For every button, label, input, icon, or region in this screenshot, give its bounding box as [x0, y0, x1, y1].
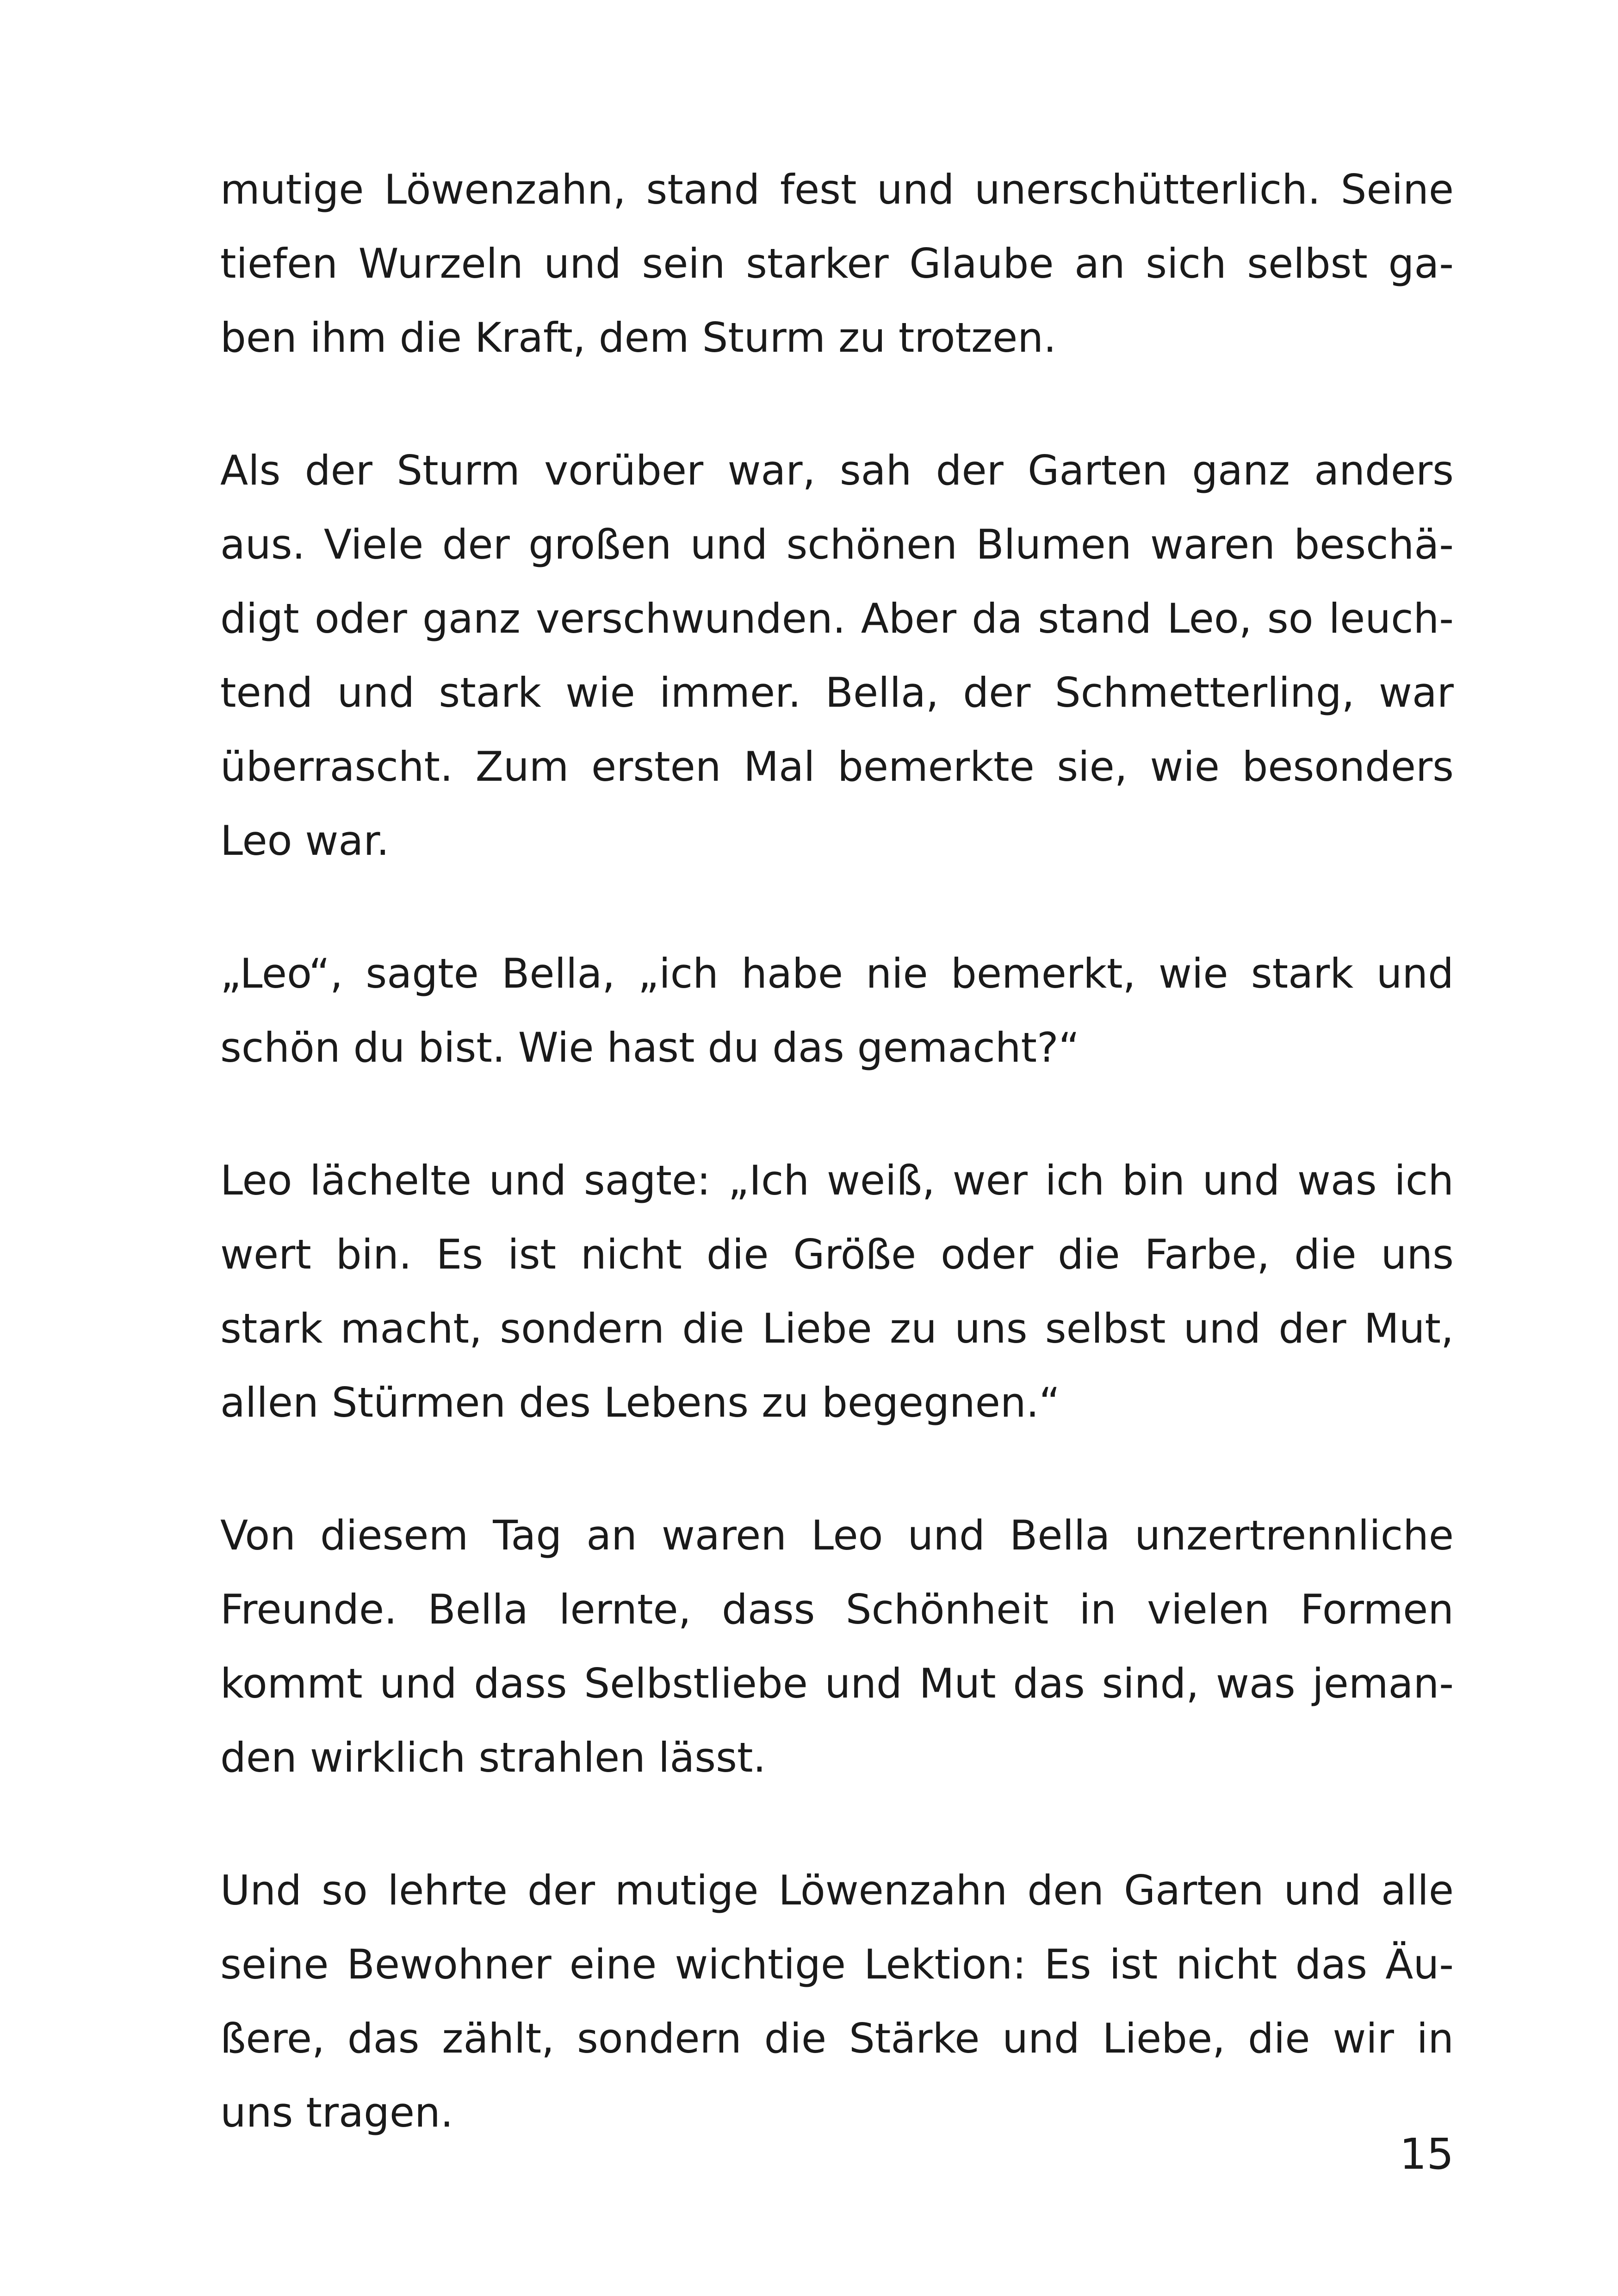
- text-line: Leo lächelte und sagte: „Ich weiß, wer ich bin und was ich: [220, 1157, 1454, 1204]
- text-line: „Leo“, sagte Bella, „ich habe nie bemerkt, wie stark und: [220, 950, 1454, 997]
- text-line: tend und stark wie immer. Bella, der Schmetterling, war: [220, 669, 1454, 716]
- text-line: mutige Löwenzahn, stand fest und unerschütterlich. Seine: [220, 166, 1454, 213]
- text-line: ßere, das zählt, sondern die Stärke und Liebe, die wir in: [220, 2015, 1454, 2062]
- story-text: [220, 153, 1454, 2150]
- text-line: Als der Sturm vorüber war, sah der Garten ganz anders: [220, 447, 1454, 494]
- paragraph-3: [220, 937, 1454, 1085]
- text-line: stark macht, sondern die Liebe zu uns selbst und der Mut,: [220, 1305, 1454, 1352]
- text-line: Freunde. Bella lernte, dass Schönheit in vielen Formen: [220, 1586, 1454, 1633]
- text-line: aus. Viele der großen und schönen Blumen waren beschä-: [220, 521, 1454, 568]
- paragraph-2: [220, 434, 1454, 878]
- paragraph-4: [220, 1144, 1454, 1440]
- text-line: Von diesem Tag an waren Leo und Bella unzertrennliche: [220, 1512, 1454, 1559]
- text-line: wert bin. Es ist nicht die Größe oder die Farbe, die uns: [220, 1231, 1454, 1278]
- text-line: kommt und dass Selbstliebe und Mut das sind, was jeman-: [220, 1660, 1454, 1707]
- text-line: ben ihm die Kraft, dem Sturm zu trotzen.: [220, 314, 1057, 361]
- text-line: überrascht. Zum ersten Mal bemerkte sie, wie besonders: [220, 743, 1454, 790]
- text-line: tiefen Wurzeln und sein starker Glaube an sich selbst ga-: [220, 240, 1454, 287]
- paragraph-5: [220, 1499, 1454, 1795]
- paragraph-1: [220, 153, 1454, 375]
- paragraph-6: [220, 1854, 1454, 2150]
- text-line: schön du bist. Wie hast du das gemacht?“: [220, 1024, 1080, 1071]
- text-line: Und so lehrte der mutige Löwenzahn den Garten und alle: [220, 1867, 1454, 1914]
- text-line: den wirklich strahlen lässt.: [220, 1734, 766, 1781]
- page-number: 15: [1399, 2129, 1454, 2179]
- text-line: uns tragen.: [220, 2089, 453, 2136]
- text-line: digt oder ganz verschwunden. Aber da stand Leo, so leuch-: [220, 595, 1454, 642]
- text-line: seine Bewohner eine wichtige Lektion: Es ist nicht das Äu-: [220, 1941, 1454, 1988]
- text-line: Leo war.: [220, 817, 390, 865]
- text-line: allen Stürmen des Lebens zu begegnen.“: [220, 1379, 1060, 1426]
